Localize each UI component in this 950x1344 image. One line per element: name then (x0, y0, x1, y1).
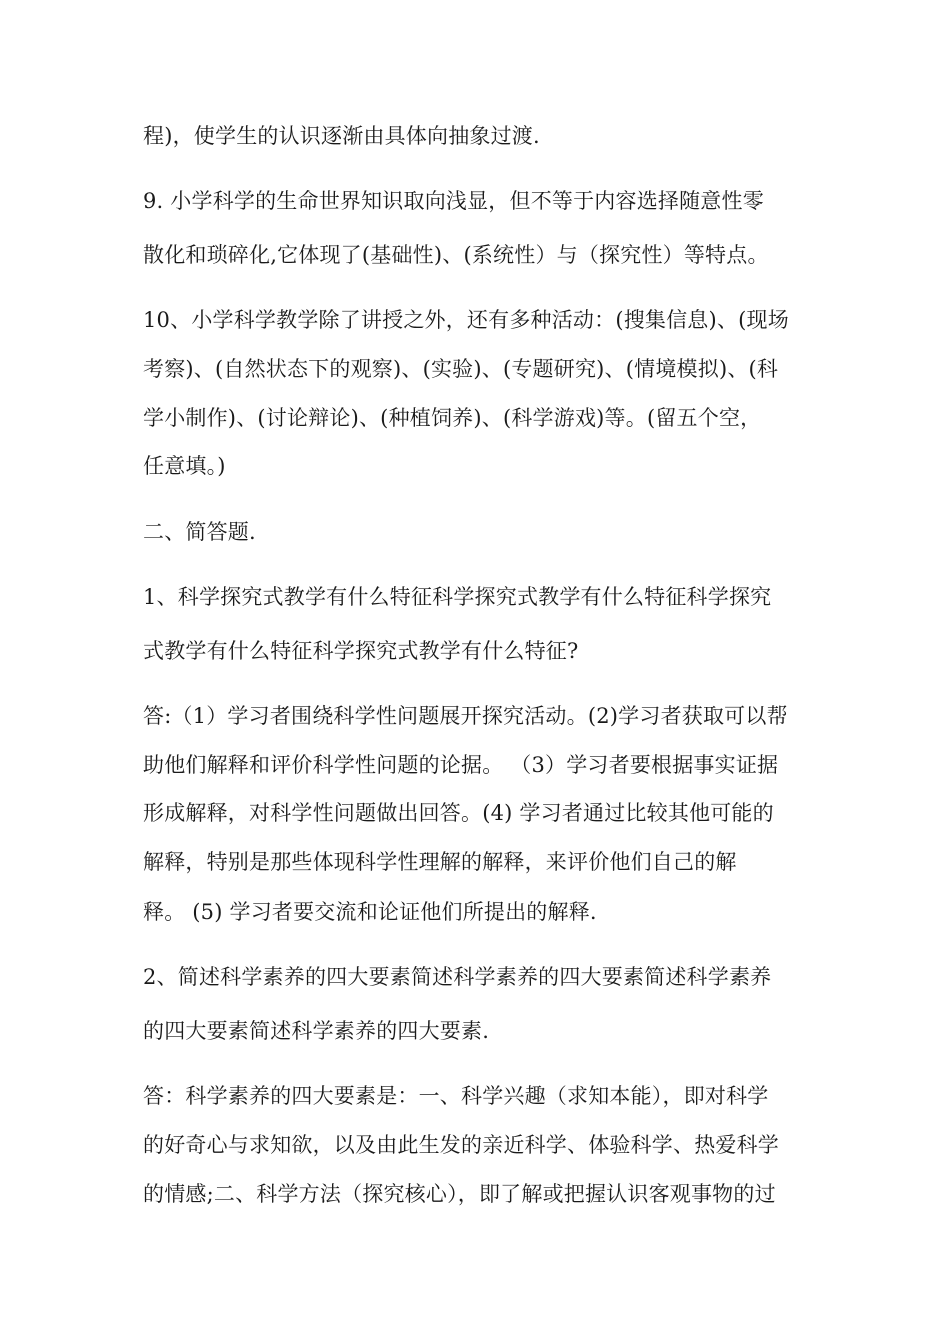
answer-2-line-2: 的好奇心与求知欲，以及由此生发的亲近科学、体验科学、热爱科学 (143, 1133, 779, 1157)
answer-1-line-4: 解释，特别是那些体现科学性理解的解释，来评价他们自己的解 (143, 850, 737, 874)
question-2-line-2: 的四大要素简述科学素养的四大要素. (143, 1019, 490, 1043)
item-9-line-2: 散化和琐碎化,它体现了(基础性)、(系统性）与（探究性）等特点。 (143, 243, 769, 267)
item-10-line-3: 学小制作)、(讨论辩论)、(种植饲养)、(科学游戏)等。(留五个空， (143, 406, 762, 430)
item-10-line-2: 考察)、(自然状态下的观察)、(实验)、(专题研究)、(情境模拟)、(科 (143, 357, 779, 381)
question-1-line-2: 式教学有什么特征科学探究式教学有什么特征? (143, 639, 579, 663)
answer-1-line-5: 释。 (5) 学习者要交流和论证他们所提出的解释. (143, 900, 597, 924)
item-10-line-1: 10、小学科学教学除了讲授之外，还有多种活动：(搜集信息)、(现场 (143, 308, 789, 332)
answer-2-line-3: 的情感;二、科学方法（探究核心），即了解或把握认识客观事物的过 (143, 1182, 776, 1206)
answer-1-line-1: 答:（1）学习者围绕科学性问题展开探究活动。(2)学习者获取可以帮 (143, 704, 788, 728)
question-2-line-1: 2、简述科学素养的四大要素简述科学素养的四大要素简述科学素养 (143, 965, 772, 989)
text-line: 程)，使学生的认识逐渐由具体向抽象过渡. (143, 124, 540, 148)
item-9-line-1: 9. 小学科学的生命世界知识取向浅显，但不等于内容选择随意性零 (143, 189, 764, 213)
section-heading: 二、简答题. (143, 520, 256, 544)
item-10-line-4: 任意填。) (143, 454, 226, 478)
answer-2-line-1: 答：科学素养的四大要素是：一、科学兴趣（求知本能），即对科学 (143, 1084, 769, 1108)
answer-1-line-3: 形成解释，对科学性问题做出回答。(4) 学习者通过比较其他可能的 (143, 801, 774, 825)
answer-1-line-2: 助他们解释和评价科学性问题的论据。 （3）学习者要根据事实证据 (143, 753, 779, 777)
question-1-line-1: 1、科学探究式教学有什么特征科学探究式教学有什么特征科学探究 (143, 585, 772, 609)
